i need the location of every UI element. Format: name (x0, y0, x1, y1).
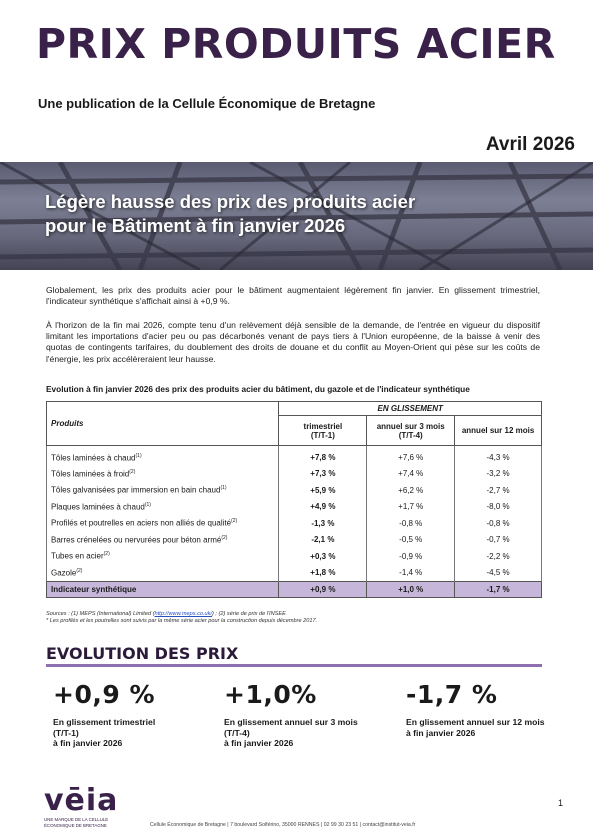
annual-3m-header: annuel sur 3 mois (T/T-4) (367, 416, 455, 446)
banner-line-2: pour le Bâtiment à fin janvier 2026 (45, 215, 346, 236)
table-row: Gazole$^{(2)}$ +1,8 % -1,4 % -4,5 % (47, 565, 542, 582)
quarterly-header: trimestriel (T/T-1) (279, 416, 367, 446)
kpi-value: +1,0% (224, 680, 317, 709)
kpi-annual-3m (224, 680, 358, 749)
table-row: Tôles galvanisées par immersion en bain chaud$^{(1)}$ +5,9 % +6,2 % -2,7 % (47, 482, 542, 499)
divider (46, 664, 542, 667)
table-row: Profilés et poutrelles en aciers non alliés de qualité$^{(2)}$ -1,3 % -0,8 % -0,8 % (47, 515, 542, 532)
publication-subtitle: Une publication de la Cellule Économique de Bretagne (38, 96, 376, 111)
meps-link[interactable]: http://www.meps.co.uk/ (154, 611, 213, 617)
table-title: Evolution à fin janvier 2026 des prix des produits acier du bâtiment, du gazole et de l'indicateur synthétique (46, 384, 470, 394)
intro-paragraph-1: Globalement, les prix des produits acier pour le bâtiment augmentaient légèrement fin janvier. En glissement trimestriel, l'indicateur synthétique s'affichait ainsi à +0,9 %. (46, 285, 540, 307)
kpi-label: En glissement annuel sur 12 mois à fin janvier 2026 (406, 717, 545, 738)
glissement-group-header: EN GLISSEMENT (279, 402, 542, 416)
kpi-label: En glissement annuel sur 3 mois (T/T-4) à fin janvier 2026 (224, 717, 358, 748)
veia-logo: vēia UNE MARQUE DE LA CELLULE ÉCONOMIQUE DE BRETAGNE (44, 783, 119, 828)
banner-headline (45, 190, 415, 238)
banner-line-1: Légère hausse des prix des produits acier (45, 191, 416, 212)
page-number: 1 (557, 798, 563, 808)
table-row: Barres crénelées ou nervurées pour béton armé$^{(2)}$ -2,1 % -0,5 % -0,7 % (47, 532, 542, 549)
annual-12m-header: annuel sur 12 mois (455, 416, 542, 446)
kpi-quarterly (53, 680, 155, 749)
products-header: Produits (47, 402, 279, 446)
kpi-annual-12m (406, 680, 545, 738)
table-row: Tôles laminées à chaud$^{(1)}$ +7,8 % +7,6 % -4,3 % (47, 446, 542, 466)
publication-date: Avril 2026 (485, 134, 575, 155)
kpi-label: En glissement trimestriel (T/T-1) à fin janvier 2026 (53, 717, 156, 748)
page-title: PRIX PRODUITS ACIER (36, 20, 556, 68)
sources-note: Sources : (1) MEPS (International) Limited (http://www.meps.co.uk/) ; (2) série de prix de l'INSEE * Les profilés et les poutrelles sont suivis par la même série acier pour la construction depuis décembre 2017. (46, 611, 318, 625)
indicator-row: Indicateur synthétique +0,9 % +1,0 % -1,7 % (47, 581, 542, 598)
intro-paragraph-2: À l'horizon de la fin mai 2026, compte tenu d'un relèvement déjà sensible de la demande, de l'entrée en vigueur du dispositif limitant les importations d'acier peu ou pas décarbonés venant de pays tiers à l'Union européenne, de la baisse à venir des quotas de contingents tarifaires, du doublement des droits de douane et du conflit au Moyen-Orient qui pèse sur les coûts de l'énergie, les prix accélèreraient leur hausse. (46, 320, 540, 364)
table-row: Tôles laminées à froid$^{(2)}$ +7,3 % +7,4 % -3,2 % (47, 466, 542, 483)
kpi-value: -1,7 % (406, 680, 498, 709)
table-row: Tubes en acier$^{(2)}$ +0,3 % -0,9 % -2,2 % (47, 548, 542, 565)
table-row: Plaques laminées à chaud$^{(1)}$ +4,9 % +1,7 % -8,0 % (47, 499, 542, 516)
steel-structure-banner (0, 162, 593, 270)
price-evolution-table (46, 401, 542, 598)
footer-contact: Cellule Économique de Bretagne | 7 boulevard Solférino, 35000 RENNES | 02 99 30 23 51 | contact@institut-veia.fr (150, 822, 416, 828)
evolution-title: EVOLUTION DES PRIX (46, 644, 239, 663)
kpi-value: +0,9 % (53, 680, 155, 709)
